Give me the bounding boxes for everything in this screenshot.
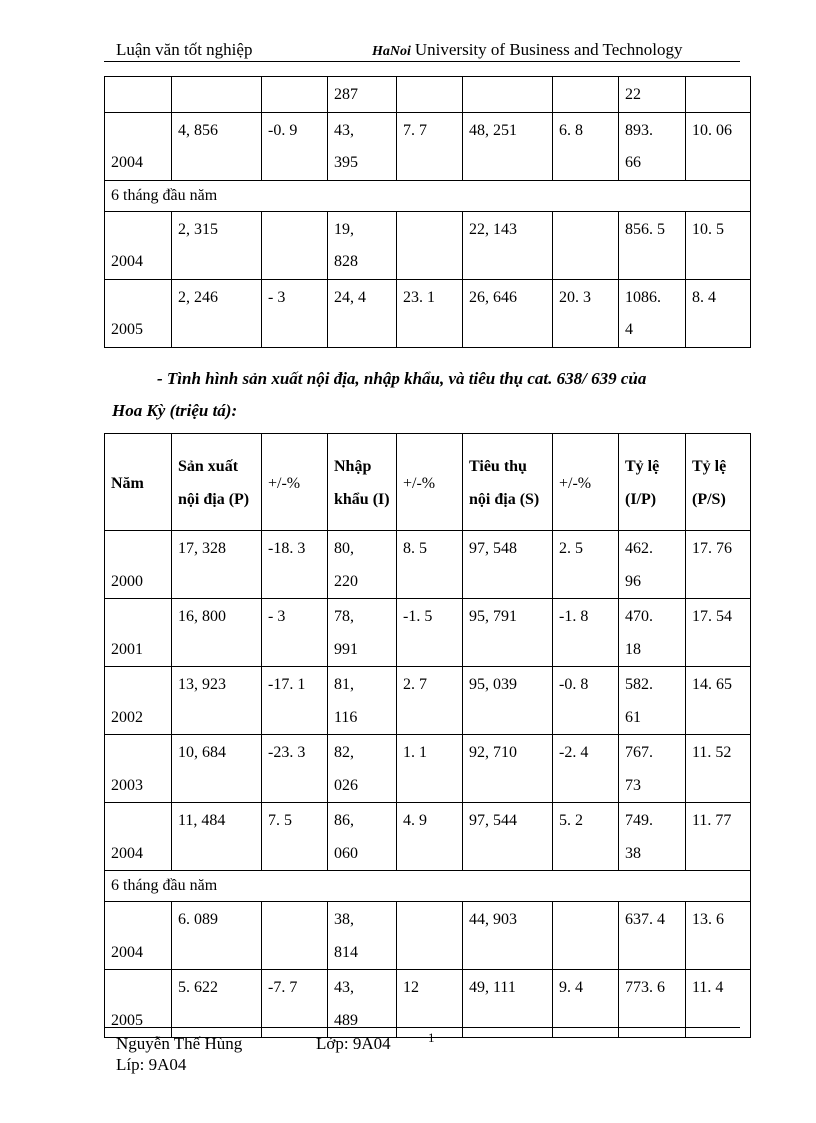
table-cell: 82, 026 bbox=[328, 735, 397, 803]
table-row bbox=[105, 77, 751, 113]
table-cell: 16, 800 bbox=[172, 599, 262, 667]
table-cell: 48, 251 bbox=[463, 112, 553, 180]
table-cell: 43, 395 bbox=[328, 112, 397, 180]
table-cell: 1086. 4 bbox=[619, 279, 686, 347]
year-cell: 2000 bbox=[105, 531, 172, 599]
column-header: Sản xuất nội địa (P) bbox=[172, 434, 262, 531]
table-cell: 80, 220 bbox=[328, 531, 397, 599]
table-cell: -17. 1 bbox=[262, 667, 328, 735]
table-cell: 23. 1 bbox=[397, 279, 463, 347]
table-row bbox=[105, 902, 751, 970]
table-cell: 856. 5 bbox=[619, 211, 686, 279]
table-cell: 43, 489 bbox=[328, 970, 397, 1038]
table-cell: -2. 4 bbox=[553, 735, 619, 803]
university-label: University of Business and Technology bbox=[414, 40, 683, 59]
table-cell: 4, 856 bbox=[172, 112, 262, 180]
table-cell: 19, 828 bbox=[328, 211, 397, 279]
table-cell: 44, 903 bbox=[463, 902, 553, 970]
year-cell: 2005 bbox=[105, 279, 172, 347]
table-cell: 22, 143 bbox=[463, 211, 553, 279]
column-header: +/-% bbox=[553, 434, 619, 531]
table-cell bbox=[553, 902, 619, 970]
table-cell: 2. 5 bbox=[553, 531, 619, 599]
table-row bbox=[105, 531, 751, 599]
table-cell: 13. 6 bbox=[686, 902, 751, 970]
table-row bbox=[105, 112, 751, 180]
table-cell: 582. 61 bbox=[619, 667, 686, 735]
year-cell: 2004 bbox=[105, 211, 172, 279]
table-cell: 7. 7 bbox=[397, 112, 463, 180]
header-rule bbox=[104, 61, 740, 62]
table-cell: 22 bbox=[619, 77, 686, 113]
table-cell bbox=[262, 902, 328, 970]
table-cell: 17. 76 bbox=[686, 531, 751, 599]
table-cell: 2, 246 bbox=[172, 279, 262, 347]
table-cell: -1. 5 bbox=[397, 599, 463, 667]
us-production-table bbox=[104, 433, 751, 1038]
table-cell: 26, 646 bbox=[463, 279, 553, 347]
table-cell: 14. 65 bbox=[686, 667, 751, 735]
section-label: 6 tháng đầu năm bbox=[105, 180, 751, 211]
table-cell bbox=[553, 211, 619, 279]
table-cell: 4. 9 bbox=[397, 803, 463, 871]
table-cell: 24, 4 bbox=[328, 279, 397, 347]
table-cell: -1. 8 bbox=[553, 599, 619, 667]
table-cell: 5. 622 bbox=[172, 970, 262, 1038]
table-row bbox=[105, 735, 751, 803]
table-cell bbox=[262, 211, 328, 279]
table-row bbox=[105, 803, 751, 871]
table-cell: 893. 66 bbox=[619, 112, 686, 180]
table-header-row bbox=[105, 434, 751, 531]
year-cell: 2004 bbox=[105, 803, 172, 871]
column-header: Tỷ lệ (I/P) bbox=[619, 434, 686, 531]
section-row bbox=[105, 871, 751, 902]
table-cell: 95, 039 bbox=[463, 667, 553, 735]
thesis-title: Luận văn tốt nghiệp bbox=[116, 40, 253, 59]
section-row bbox=[105, 180, 751, 211]
table-cell: 2, 315 bbox=[172, 211, 262, 279]
table-cell: - 3 bbox=[262, 279, 328, 347]
table-caption-line1: - Tình hình sản xuất nội địa, nhập khẩu, và tiêu thụ cat. 638/ 639 của bbox=[157, 369, 647, 388]
table-cell: 97, 548 bbox=[463, 531, 553, 599]
column-header: +/-% bbox=[262, 434, 328, 531]
us-import-table-continued bbox=[104, 76, 751, 348]
year-cell: 2005 bbox=[105, 970, 172, 1038]
table-cell: 6. 089 bbox=[172, 902, 262, 970]
table-cell: -23. 3 bbox=[262, 735, 328, 803]
table-cell: - 3 bbox=[262, 599, 328, 667]
column-header: Nhập khẩu (I) bbox=[328, 434, 397, 531]
column-header: Tỷ lệ (P/S) bbox=[686, 434, 751, 531]
table-cell: 13, 923 bbox=[172, 667, 262, 735]
table-row bbox=[105, 211, 751, 279]
table-cell: 10. 5 bbox=[686, 211, 751, 279]
table-cell: 287 bbox=[328, 77, 397, 113]
table-cell: 17, 328 bbox=[172, 531, 262, 599]
section-label: 6 tháng đầu năm bbox=[105, 871, 751, 902]
table-cell: 773. 6 bbox=[619, 970, 686, 1038]
table-cell: 6. 8 bbox=[553, 112, 619, 180]
table-cell: 17. 54 bbox=[686, 599, 751, 667]
table-cell: -0. 9 bbox=[262, 112, 328, 180]
table-row bbox=[105, 279, 751, 347]
table-cell: 78, 991 bbox=[328, 599, 397, 667]
table-cell: 20. 3 bbox=[553, 279, 619, 347]
table-cell: 10, 684 bbox=[172, 735, 262, 803]
class-label-duplicate: Líp: 9A04 bbox=[116, 1055, 187, 1074]
class-label: Lớp: 9A04 bbox=[316, 1034, 391, 1053]
table-cell: 92, 710 bbox=[463, 735, 553, 803]
table-cell bbox=[397, 77, 463, 113]
table-cell: 8. 5 bbox=[397, 531, 463, 599]
table-caption-line2: Hoa Kỳ (triệu tá): bbox=[112, 401, 238, 420]
table-cell: -18. 3 bbox=[262, 531, 328, 599]
table-cell: 81, 116 bbox=[328, 667, 397, 735]
footer-rule bbox=[104, 1027, 740, 1028]
table-cell bbox=[397, 211, 463, 279]
table-cell: 9. 4 bbox=[553, 970, 619, 1038]
table-cell: 49, 111 bbox=[463, 970, 553, 1038]
table-cell: 11. 77 bbox=[686, 803, 751, 871]
table-cell: -0. 8 bbox=[553, 667, 619, 735]
year-cell: 2002 bbox=[105, 667, 172, 735]
year-cell bbox=[105, 77, 172, 113]
table-cell: 11, 484 bbox=[172, 803, 262, 871]
table-cell: 38, 814 bbox=[328, 902, 397, 970]
table-cell: 2. 7 bbox=[397, 667, 463, 735]
table-cell: 95, 791 bbox=[463, 599, 553, 667]
table-cell: 767. 73 bbox=[619, 735, 686, 803]
table-cell: 11. 52 bbox=[686, 735, 751, 803]
table-cell bbox=[172, 77, 262, 113]
table-row bbox=[105, 599, 751, 667]
hanoi-script-logo: HaNoi bbox=[372, 44, 411, 59]
table-row bbox=[105, 667, 751, 735]
table-cell: 749. 38 bbox=[619, 803, 686, 871]
year-cell: 2003 bbox=[105, 735, 172, 803]
table-cell: 11. 4 bbox=[686, 970, 751, 1038]
table-cell: 462. 96 bbox=[619, 531, 686, 599]
table-cell bbox=[463, 77, 553, 113]
column-header: Năm bbox=[105, 434, 172, 531]
table-cell: 8. 4 bbox=[686, 279, 751, 347]
column-header: Tiêu thụ nội địa (S) bbox=[463, 434, 553, 531]
author-name: Nguyễn Thế Hùng bbox=[116, 1034, 243, 1053]
year-cell: 2001 bbox=[105, 599, 172, 667]
table-cell: 10. 06 bbox=[686, 112, 751, 180]
table-cell bbox=[686, 77, 751, 113]
table-cell: 7. 5 bbox=[262, 803, 328, 871]
university-name bbox=[372, 40, 683, 60]
table-cell: 97, 544 bbox=[463, 803, 553, 871]
table-cell bbox=[553, 77, 619, 113]
year-cell: 2004 bbox=[105, 112, 172, 180]
table-cell: 470. 18 bbox=[619, 599, 686, 667]
table-cell: -7. 7 bbox=[262, 970, 328, 1038]
table-cell: 637. 4 bbox=[619, 902, 686, 970]
column-header: +/-% bbox=[397, 434, 463, 531]
table-cell bbox=[397, 902, 463, 970]
table-cell: 1. 1 bbox=[397, 735, 463, 803]
page-number: 1 bbox=[428, 1030, 435, 1045]
table-cell: 86, 060 bbox=[328, 803, 397, 871]
year-cell: 2004 bbox=[105, 902, 172, 970]
table-cell: 12 bbox=[397, 970, 463, 1038]
table-cell bbox=[262, 77, 328, 113]
table-cell: 5. 2 bbox=[553, 803, 619, 871]
